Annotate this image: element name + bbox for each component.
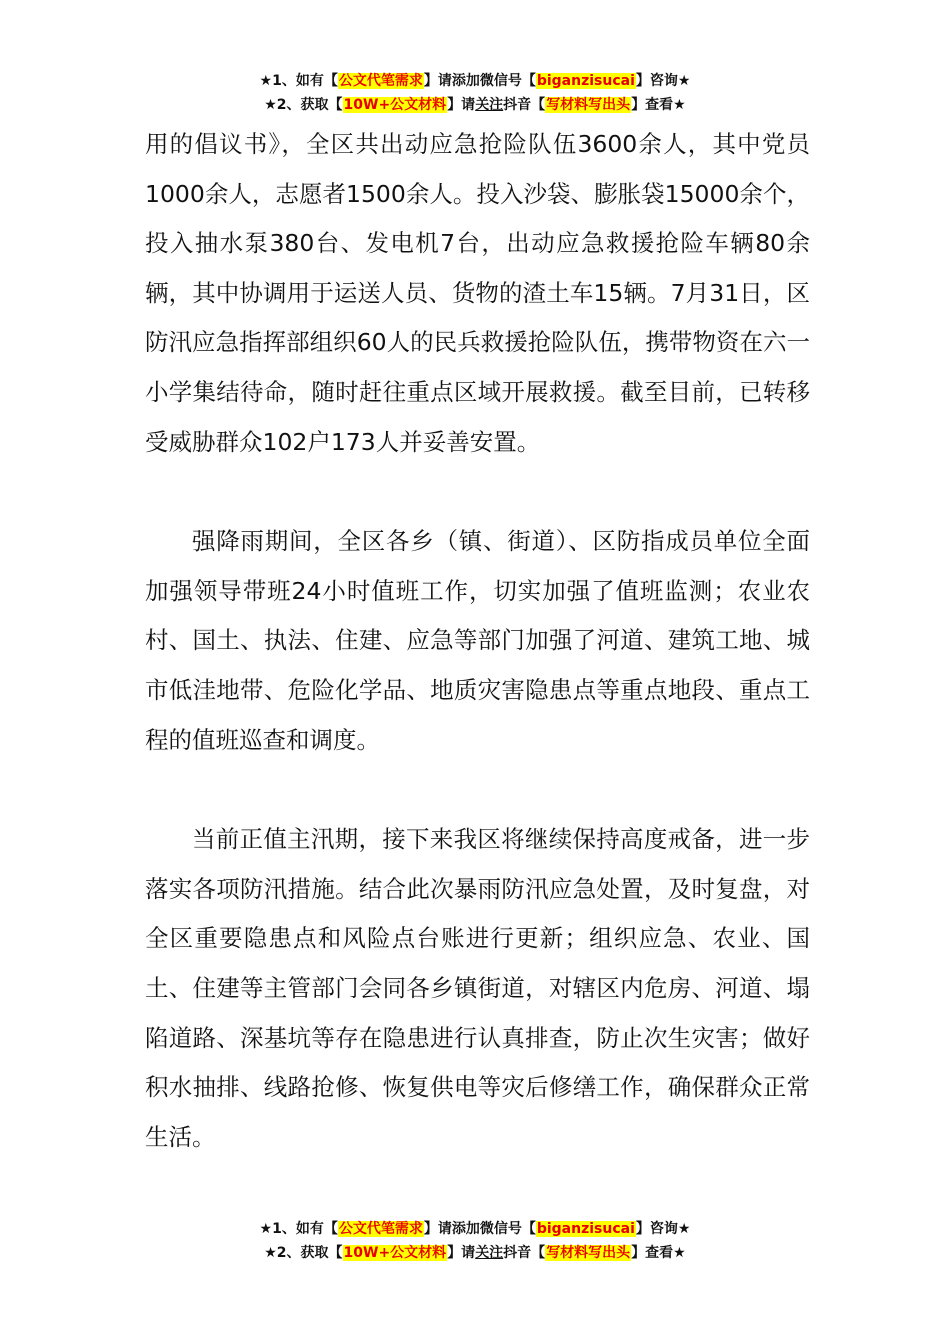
body-paragraph: 用的倡议书》，全区共出动应急抢险队伍3600余人，其中党员1000余人，志愿者1500余人。投入沙袋、膨胀袋15000余个，投入抽水泵380台、发电机7台，出动应急救援抢险车辆80余辆，其中协调用于运送人员、货物的渣土车15辆。7月31日，区防汛应急指挥部组织60人的民兵救援抢险队伍，携带物资在六一小学集结待命，随时赶往重点区域开展救援。截至目前，已转移受威胁群众102户173人并妥善安置。 (145, 130, 810, 456)
promo-line-1: ★1、如有【公文代笔需求】请添加微信号【biganzisucai】咨询★ (259, 1221, 691, 1237)
wechat-id-highlight: biganzisucai (536, 1221, 635, 1237)
header-promo-banner (0, 69, 950, 117)
promo-line-2: ★2、获取【10W+公文材料】请关注抖音【写材料写出头】查看★ (264, 97, 686, 113)
body-paragraph: 强降雨期间，全区各乡（镇、街道）、区防指成员单位全面加强领导带班24小时值班工作，切实加强了值班监测；农业农村、国土、执法、住建、应急等部门加强了河道、建筑工地、城市低洼地带、危险化学品、地质灾害隐患点等重点地段、重点工程的值班巡查和调度。 (145, 527, 810, 754)
wechat-id-highlight: biganzisucai (536, 73, 635, 89)
promo-highlight: 公文代笔需求 (338, 73, 423, 89)
promo-line-2: ★2、获取【10W+公文材料】请关注抖音【写材料写出头】查看★ (264, 1245, 686, 1261)
douyin-account-highlight: 写材料写出头 (546, 1245, 631, 1261)
footer-promo-banner (0, 1217, 950, 1265)
paragraph-spacer (145, 765, 810, 815)
douyin-account-highlight: 写材料写出头 (546, 97, 631, 113)
promo-highlight: 公文代笔需求 (338, 1221, 423, 1237)
promo-highlight: 10W+公文材料 (343, 1245, 447, 1261)
body-paragraph: 当前正值主汛期，接下来我区将继续保持高度戒备，进一步落实各项防汛措施。结合此次暴雨防汛应急处置，及时复盘，对全区重要隐患点和风险点台账进行更新；组织应急、农业、国土、住建等主管部门会同各乡镇街道，对辖区内危房、河道、塌陷道路、深基坑等存在隐患进行认真排查，防止次生灾害；做好积水抽排、线路抢修、恢复供电等灾后修缮工作，确保群众正常生活。 (145, 825, 810, 1151)
document-body (145, 120, 810, 1162)
promo-highlight: 10W+公文材料 (343, 97, 447, 113)
paragraph-spacer (145, 467, 810, 517)
promo-line-1: ★1、如有【公文代笔需求】请添加微信号【biganzisucai】咨询★ (259, 73, 691, 89)
